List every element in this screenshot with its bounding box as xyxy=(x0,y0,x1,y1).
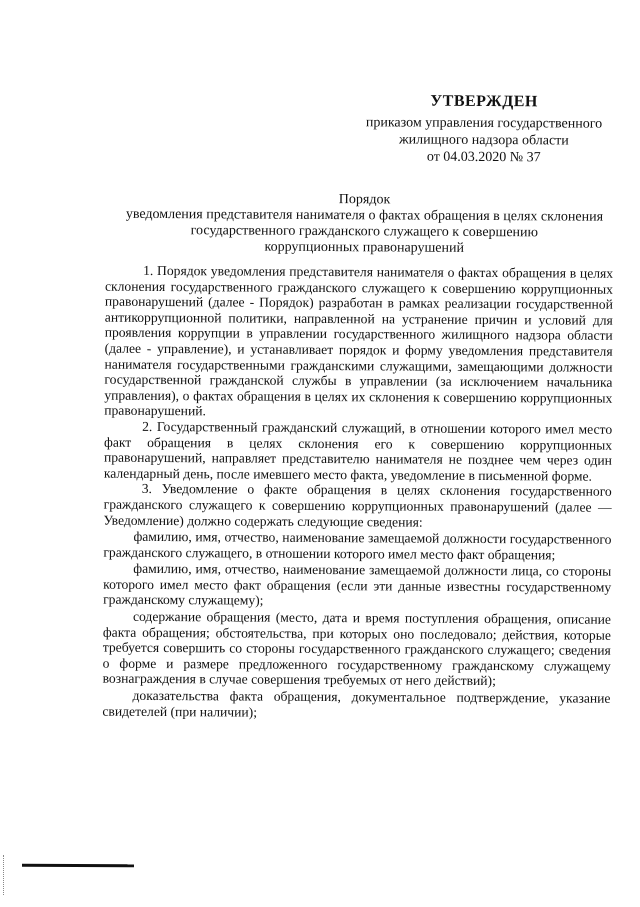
list-item-3: содержание обращения (место, дата и время поступления обращения, описание факта обращения; обстоятельства, при которых оно последовало; действия, которые требуется совершить со стороны государственного гражданского служащего; сведения о форме и размере предложенного государственному гражданскому служащему вознаграждения в случае совершения требуемых от него действий); xyxy=(102,608,612,689)
list-item-1: фамилию, имя, отчество, наименование замещаемой должности государственного гражданского служащего, в отношении которого имел место факт обращения; xyxy=(103,528,612,563)
document-title xyxy=(109,191,619,258)
footer-rule xyxy=(22,864,134,868)
approval-line-2: жилищного надзора области xyxy=(398,132,569,149)
approval-line-3: от 04.03.2020 № 37 xyxy=(426,149,541,166)
title-line-1: Порядок xyxy=(338,192,391,208)
approval-line-1: приказом управления государственного xyxy=(365,115,603,132)
list-item-2: фамилию, имя, отчество, наименование замещаемой должности лица, со стороны которого имел место факт обращения (если эти данные известны государственному гражданскому служащему); xyxy=(103,561,612,609)
paragraph-1: 1. Порядок уведомления представителя нанимателя о фактах обращения в целях склонения государственного гражданского служащего к совершению коррупционных правонарушений (далее - Порядок) разработан в рамках реализации государственной антикоррупционной политики, направленной на устранение причин и условий для проявления коррупции в управлении государственного жилищного надзора области (далее - управление), и устанавливает порядок и форму уведомления представителя нанимателя государственными гражданскими служащими, замещающими должности государственной гражданской службы в управлении (за исключением начальника управления), о фактах обращения в целях их склонения к совершению коррупционных правонарушений. xyxy=(104,262,614,419)
title-line-4: коррупционных правонарушений xyxy=(264,239,465,256)
paragraph-3: 3. Уведомление о факте обращения в целях склонения государственного гражданского служащего к совершению коррупционных правонарушений (далее — Уведомление) должно содержать следующие сведения: xyxy=(103,481,612,530)
paragraph-2: 2. Государственный гражданский служащий, в отношении которого имел место факт обращения в целях склонения его к совершению коррупционных правонарушений, направляет представителю нанимателя не позднее чем через один календарный день, после имевшего место факта, уведомление в письменной форме. xyxy=(103,418,613,484)
scan-edge-marks xyxy=(3,855,6,895)
title-line-2: уведомления представителя нанимателя о фактах обращения в целях склонения xyxy=(125,206,604,225)
approval-title: УТВЕРЖДЕН xyxy=(430,92,538,111)
approval-stamp-block xyxy=(354,92,614,167)
list-item-4: доказательства факта обращения, документальное подтверждение, указание свидетелей (при наличии); xyxy=(102,687,611,720)
title-line-3: государственного гражданского служащего к совершению xyxy=(190,223,539,241)
document-body xyxy=(102,263,613,722)
